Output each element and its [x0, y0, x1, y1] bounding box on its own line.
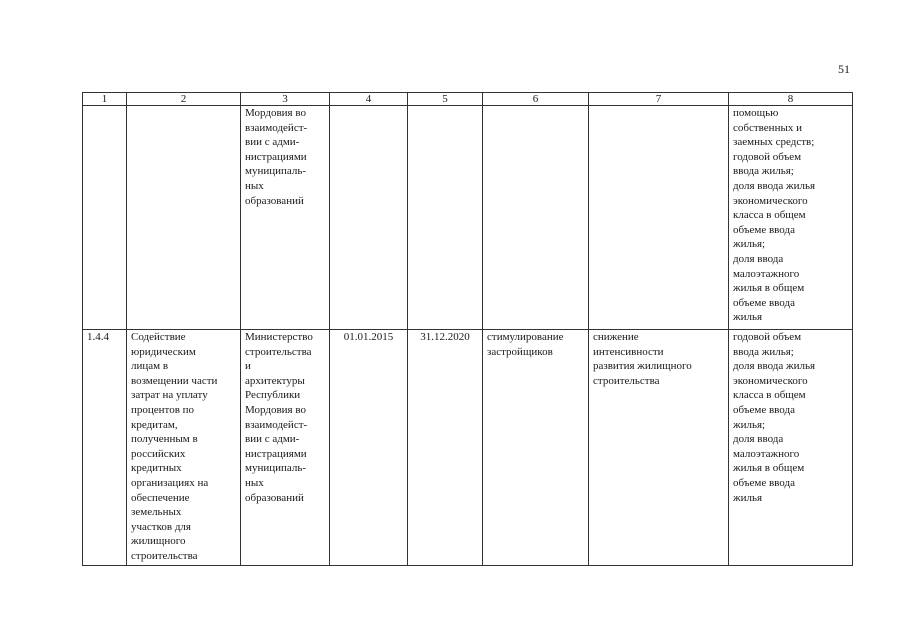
- cell-line: заемных средств;: [733, 136, 815, 149]
- cell-line: затрат на уплату: [131, 389, 208, 402]
- cell-line: образований: [245, 194, 304, 207]
- cell-measure: [127, 106, 241, 330]
- cell-line: ввода жилья;: [733, 345, 794, 358]
- cell-line: застройщиков: [487, 345, 553, 358]
- cell-line: жилья;: [733, 418, 766, 431]
- cell-line: возмещении части: [131, 374, 218, 387]
- cell-line: объеме ввода: [733, 223, 795, 236]
- cell-line: доля ввода: [733, 433, 784, 446]
- cell-executor: [241, 106, 330, 330]
- cell-line: российских: [131, 447, 186, 460]
- cell-start-date: [330, 106, 408, 330]
- cell-line: собственных и: [733, 121, 802, 134]
- cell-line: класса в общем: [733, 389, 806, 402]
- cell-line: Мордовия во: [245, 403, 306, 416]
- cell-line: ных: [245, 179, 264, 192]
- cell-line: Республики: [245, 389, 301, 402]
- cell-line: снижение: [593, 331, 639, 343]
- cell-line: класса в общем: [733, 209, 806, 222]
- cell-number: 1.4.4: [83, 330, 127, 566]
- cell-line: ввода жилья;: [733, 165, 794, 178]
- cell-indicators: [729, 330, 853, 566]
- cell-line: Министерство: [245, 331, 313, 343]
- cell-line: строительства: [593, 374, 660, 387]
- cell-line: доля ввода жилья: [733, 360, 816, 373]
- cell-line: обеспечение: [131, 491, 190, 504]
- cell-line: стимулирование: [487, 331, 564, 343]
- cell-start-date: 01.01.2015: [330, 330, 408, 566]
- cell-line: кредитных: [131, 462, 182, 475]
- cell-line: взаимодейст-: [245, 121, 308, 134]
- cell-line: объеме ввода: [733, 403, 795, 416]
- cell-line: жилья: [733, 491, 763, 504]
- cell-line: малоэтажного: [733, 267, 800, 280]
- cell-line: жилья: [733, 311, 763, 324]
- cell-expected-result: [483, 106, 589, 330]
- cell-line: образований: [245, 491, 304, 504]
- cell-line: доля ввода: [733, 252, 784, 265]
- cell-line: жилья в общем: [733, 462, 805, 475]
- cell-line: развития жилищного: [593, 360, 692, 373]
- cell-line: вии с адми-: [245, 136, 300, 149]
- table-row: [83, 330, 853, 566]
- cell-line: кредитам,: [131, 418, 178, 431]
- cell-executor: [241, 330, 330, 566]
- cell-indicators: [729, 106, 853, 330]
- header-col-8: 8: [729, 93, 853, 106]
- cell-line: годовой объем: [733, 331, 802, 343]
- cell-line: архитектуры: [245, 374, 305, 387]
- header-col-1: 1: [83, 93, 127, 106]
- cell-line: экономического: [733, 194, 808, 207]
- cell-line: взаимодейст-: [245, 418, 308, 431]
- cell-line: и: [245, 360, 251, 373]
- cell-consequences: [589, 106, 729, 330]
- cell-line: строительства: [131, 549, 198, 562]
- cell-line: полученным в: [131, 433, 198, 446]
- page-number: 51: [838, 62, 850, 76]
- cell-line: экономического: [733, 374, 808, 387]
- cell-line: Содействие: [131, 331, 186, 343]
- cell-line: помощью: [733, 107, 779, 119]
- cell-line: объеме ввода: [733, 476, 795, 489]
- cell-line: вии с адми-: [245, 433, 300, 446]
- table-header-row: [83, 93, 853, 106]
- cell-line: строительства: [245, 345, 312, 358]
- cell-line: участков для: [131, 520, 191, 533]
- header-col-6: 6: [483, 93, 589, 106]
- header-col-5: 5: [408, 93, 483, 106]
- cell-line: муниципаль-: [245, 165, 307, 178]
- cell-line: объеме ввода: [733, 296, 795, 309]
- cell-line: нистрациями: [245, 150, 307, 163]
- cell-end-date: 31.12.2020: [408, 330, 483, 566]
- header-col-7: 7: [589, 93, 729, 106]
- cell-expected-result: [483, 330, 589, 566]
- header-col-2: 2: [127, 93, 241, 106]
- cell-line: годовой объем: [733, 150, 802, 163]
- cell-line: Мордовия во: [245, 107, 306, 119]
- cell-line: интенсивности: [593, 345, 664, 358]
- cell-line: жилья в общем: [733, 282, 805, 295]
- cell-line: организациях на: [131, 476, 209, 489]
- document-table: [82, 92, 853, 566]
- cell-line: жилищного: [131, 535, 186, 548]
- cell-line: жилья;: [733, 238, 766, 251]
- cell-line: муниципаль-: [245, 462, 307, 475]
- header-col-3: 3: [241, 93, 330, 106]
- cell-line: земельных: [131, 506, 182, 519]
- cell-line: лицам в: [131, 360, 169, 373]
- cell-end-date: [408, 106, 483, 330]
- cell-number: [83, 106, 127, 330]
- header-col-4: 4: [330, 93, 408, 106]
- cell-line: юридическим: [131, 345, 196, 358]
- table-row: [83, 106, 853, 330]
- cell-line: доля ввода жилья: [733, 179, 816, 192]
- cell-line: процентов по: [131, 403, 195, 416]
- cell-line: ных: [245, 476, 264, 489]
- cell-line: нистрациями: [245, 447, 307, 460]
- cell-line: малоэтажного: [733, 447, 800, 460]
- cell-measure: [127, 330, 241, 566]
- cell-consequences: [589, 330, 729, 566]
